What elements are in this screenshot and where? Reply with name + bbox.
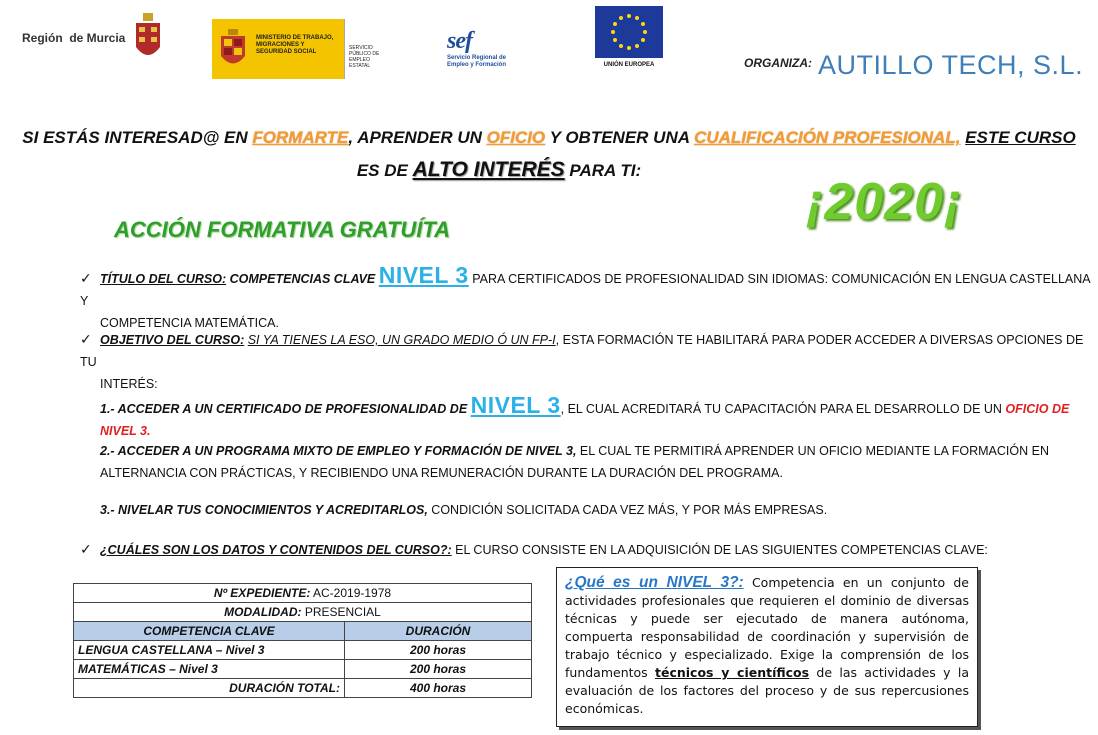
option-3-title: 3.- NIVELAR TUS CONOCIMIENTOS Y ACREDITARLOS,	[100, 503, 428, 517]
highlight-formarte: FORMARTE	[252, 128, 349, 147]
option-3	[100, 499, 1090, 521]
datos-section	[80, 538, 1090, 561]
spain-shield-icon	[212, 19, 254, 79]
objetivo-text: , ESTA FORMACIÓN TE HABILITARÁ PARA PODER ACCEDER A DIVERSAS OPCIONES DE TU	[80, 333, 1084, 369]
competencia-cell: LENGUA CASTELLANA – Nivel 3	[74, 641, 345, 660]
titulo-text: COMPETENCIAS CLAVE	[226, 272, 379, 286]
option-1-text: , EL CUAL ACREDITARÁ TU CAPACITACIÓN PARA EL DESARROLLO DE UN	[560, 402, 1006, 416]
nivel-3-info-box	[556, 567, 978, 727]
titulo-section	[80, 264, 1090, 334]
competencia-cell: MATEMÁTICAS – Nivel 3	[74, 660, 345, 679]
check-icon: ✓	[80, 270, 92, 286]
col-competencia-header: COMPETENCIA CLAVE	[74, 622, 345, 641]
region-murcia-logo	[22, 8, 163, 68]
ministerio-text: MINISTERIO DE TRABAJO, MIGRACIONES Y SEGURIDAD SOCIAL	[254, 19, 344, 79]
option-2-title: 2.- ACCEDER A UN PROGRAMA MIXTO DE EMPLEO Y FORMACIÓN DE NIVEL 3,	[100, 444, 577, 458]
duracion-cell: 200 horas	[345, 641, 532, 660]
headline-text: SI ESTÁS INTERESAD@ EN	[22, 128, 253, 147]
table-row-total	[74, 679, 532, 698]
option-2-line-2: ALTERNANCIA CON PRÁCTICAS, Y RECIBIENDO UNA REMUNERACIÓN DURANTE LA DURACIÓN DEL PROGRAMA.	[100, 466, 783, 480]
table-row	[74, 660, 532, 679]
duracion-cell: 200 horas	[345, 660, 532, 679]
highlight-alto-interes: ALTO INTERÉS	[412, 158, 565, 181]
col-duracion-header: DURACIÓN	[345, 622, 532, 641]
info-bold-text: técnicos y científicos	[655, 665, 810, 680]
check-icon: ✓	[80, 541, 92, 557]
total-label: DURACIÓN TOTAL:	[74, 679, 345, 698]
info-text-2: de las actividades y la evaluación de los factores del proceso y de sus repercusiones económicas.	[565, 665, 969, 716]
option-2-line-1	[100, 440, 1090, 462]
highlight-este-curso: ESTE CURSO	[965, 128, 1076, 147]
sef-logo	[447, 28, 527, 74]
headline-text: ES DE	[356, 161, 413, 180]
objetivo-line-1	[80, 328, 1090, 373]
highlight-oficio: OFICIO	[486, 128, 546, 147]
eu-flag-icon	[595, 6, 663, 58]
option-3-text: CONDICIÓN SOLICITADA CADA VEZ MÁS, Y POR MÁS EMPRESAS.	[427, 503, 828, 517]
modalidad-value: PRESENCIAL	[301, 605, 381, 619]
titulo-line-2: COMPETENCIA MATEMÁTICA.	[100, 316, 279, 330]
modalidad-label: MODALIDAD:	[224, 605, 302, 619]
table-row-modalidad	[74, 603, 532, 622]
datos-label: ¿CUÁLES SON LOS DATOS Y CONTENIDOS DEL CURSO?:	[100, 543, 452, 557]
option-2	[100, 440, 1090, 484]
table-header-row	[74, 622, 532, 641]
expediente-cell	[74, 584, 532, 603]
headline-text: Y OBTENER UNA	[545, 128, 695, 147]
headline-text: , APRENDER UN	[348, 128, 487, 147]
titulo-label: TÍTULO DEL CURSO:	[100, 272, 227, 286]
total-value: 400 horas	[345, 679, 532, 698]
modalidad-cell	[74, 603, 532, 622]
sef-subtitle: Servicio Regional de Empleo y Formación	[447, 55, 507, 68]
region-text: Región de Murcia	[22, 31, 126, 45]
option-1	[100, 394, 1090, 442]
info-text: Competencia en un conjunto de actividades profesionales que requieren el dominio de diversas técnicas y puede ser ejecutado de manera autónoma, compuerta responsabilidad de coordinación y supervisión de trabajo técnico y especializado. Exige la comprensión de los fundamentos	[565, 575, 969, 680]
option-1-title: 1.- ACCEDER A UN CERTIFICADO DE PROFESIONALIDAD DE	[100, 402, 471, 416]
headline-line-1	[0, 122, 1098, 154]
objetivo-label: OBJETIVO DEL CURSO:	[100, 333, 245, 347]
highlight-cualificacion: CUALIFICACIÓN PROFESIONAL,	[694, 128, 961, 147]
eu-label: UNIÓN EUROPEA	[603, 62, 655, 68]
expediente-value: AC-2019-1978	[310, 586, 392, 600]
objetivo-line-2: INTERÉS:	[100, 377, 158, 391]
objetivo-section	[80, 328, 1090, 395]
titulo-line-1	[80, 264, 1090, 312]
nivel-3-highlight: NIVEL 3	[378, 262, 469, 288]
ministerio-logo	[212, 19, 390, 79]
crest-icon	[133, 13, 163, 63]
course-table	[73, 583, 532, 698]
organiza-label: ORGANIZA:	[744, 56, 812, 70]
expediente-label: Nº EXPEDIENTE:	[213, 586, 311, 600]
oficio-nivel-3-highlight: OFICIO DE NIVEL 3.	[100, 402, 1070, 438]
objetivo-requirement: SI YA TIENES LA ESO, UN GRADO MEDIO Ó UN FP-I	[247, 333, 556, 347]
check-icon: ✓	[80, 331, 92, 347]
servicio-estatal-text: SERVICIO PÚBLICO DE EMPLEO ESTATAL	[344, 19, 390, 79]
company-name: AUTILLO TECH, S.L.	[818, 50, 1084, 80]
table-row-expediente	[74, 584, 532, 603]
option-2-text: EL CUAL TE PERMITIRÁ APRENDER UN OFICIO MEDIANTE LA FORMACIÓN EN	[576, 444, 1049, 458]
sef-mark: sef	[447, 28, 472, 54]
accion-formativa-title: ACCIÓN FORMATIVA GRATUÍTA	[114, 217, 451, 242]
datos-text: EL CURSO CONSISTE EN LA ADQUISICIÓN DE LAS SIGUIENTES COMPETENCIAS CLAVE:	[451, 543, 988, 557]
year-badge: ¡2020¡	[806, 173, 963, 231]
info-question: ¿Qué es un NIVEL 3?:	[565, 574, 744, 591]
eu-logo	[595, 6, 663, 74]
titulo-text-2: PARA CERTIFICADOS DE PROFESIONALIDAD SIN IDIOMAS: COMUNICACIÓN EN LENGUA CASTELLANA Y	[80, 272, 1090, 308]
nivel-3-highlight: NIVEL 3	[470, 392, 561, 418]
table-row	[74, 641, 532, 660]
headline-text: PARA TI:	[564, 161, 642, 180]
